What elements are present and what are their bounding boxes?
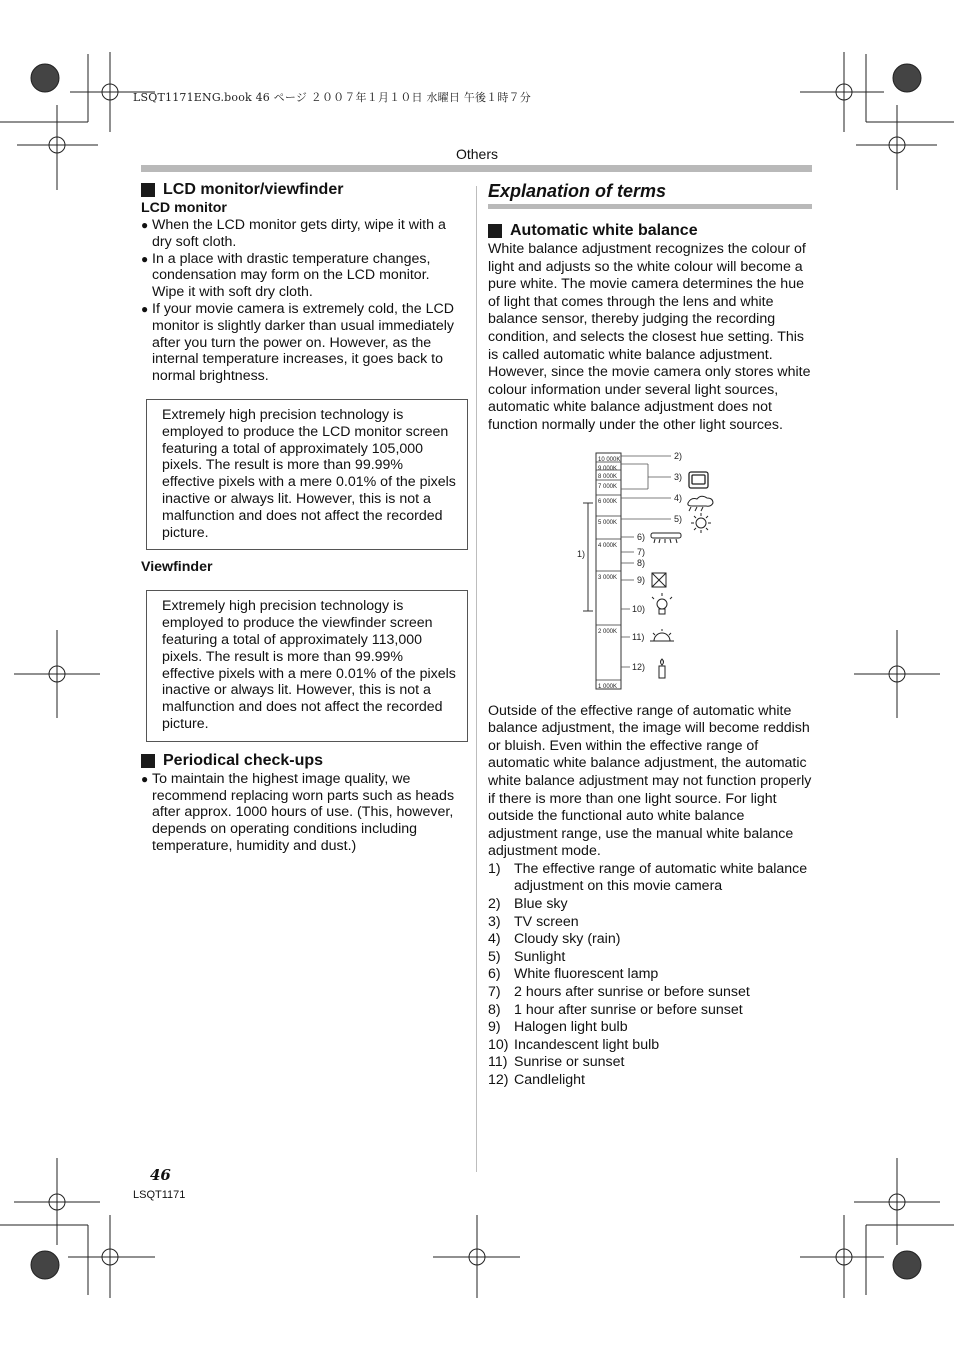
callout-7: 7) <box>637 546 646 557</box>
term-text: 2 hours after sunrise or before sunset <box>514 984 750 1001</box>
awb-paragraph-2: Outside of the effective range of automatic white balance adjustment, the image will become reddish or bluish. Even within the effective range of automatic white balance adjustment, the automatic white balance adjustment may not function properly if there is more than one light source. For light outside the functional auto white balance adjustment range, use the manual white balance adjustment mode. <box>488 702 812 860</box>
term-number: 12) <box>488 1072 509 1088</box>
cloud-rain-icon <box>688 496 713 511</box>
title-underline-bar <box>488 204 812 209</box>
callout-2: 2) <box>674 450 683 461</box>
halogen-bulb-icon <box>652 573 666 587</box>
term-text: Blue sky <box>514 896 568 913</box>
lcd-monitor-label: LCD monitor <box>141 200 227 216</box>
lcd-note-box: Extremely high precision technology is employed to produce the LCD monitor screen featuring a total of approximately 105,000 pixels. The result is more than 99.99% effective pixels with a mere 0.01% of the pixels inactive or always lit. However, this is not a malfunction and does not affect the recorded picture. <box>146 399 468 550</box>
term-item <box>488 861 812 896</box>
periodic-heading: Periodical check-ups <box>141 751 465 771</box>
bullet-icon: ● <box>141 301 149 316</box>
callout-8: 8) <box>637 557 646 568</box>
tv-icon <box>689 472 708 488</box>
page-title: Explanation of terms <box>488 181 667 201</box>
periodic-bullet-list <box>141 771 465 855</box>
scale-label: 5 000K <box>598 519 618 526</box>
term-text: 1 hour after sunrise or before sunset <box>514 1001 743 1018</box>
term-number: 11) <box>488 1054 508 1071</box>
fluorescent-lamp-icon <box>651 533 681 543</box>
awb-paragraph-1: White balance adjustment recognizes the colour of light and adjusts so the white colour will become a pure white. The movie camera determines the hue of light that comes through the lens and white balance sensor, thereby judging the recording condition, and selects the closest hue setting. This is called automatic white balance adjustment. However, since the movie camera only stores white colour information under several light sources, automatic white balance adjustment does not function normally under the other light sources. <box>488 241 811 433</box>
top-divider-bar <box>141 165 812 172</box>
term-text: Candlelight <box>514 1072 585 1088</box>
term-item <box>488 1054 812 1072</box>
scale-label: 8 000K <box>598 473 618 480</box>
term-item <box>488 966 812 984</box>
term-item <box>488 896 812 914</box>
scale-label: 3 000K <box>598 574 618 581</box>
term-number: 7) <box>488 984 501 1001</box>
print-header: LSQT1171ENG.book 46 ページ ２００７年１月１０日 水曜日 午後１時７分 <box>133 91 531 104</box>
callout-6: 6) <box>637 531 646 542</box>
term-text: Incandescent light bulb <box>514 1036 660 1053</box>
list-item: ● If your movie camera is extremely cold, the LCD monitor is slightly darker than usual immediately after you turn the power on. However, as the internal temperature increases, it goes back to normal brightness. <box>141 300 455 385</box>
term-number: 5) <box>488 948 501 965</box>
color-temperature-diagram <box>488 445 812 695</box>
right-column <box>488 180 812 1090</box>
bullet-icon: ● <box>141 218 149 232</box>
viewfinder-label: Viewfinder <box>141 559 213 576</box>
term-number: 1) <box>488 860 501 877</box>
range-label: 1) <box>576 548 585 559</box>
term-number: 6) <box>488 966 501 983</box>
square-bullet-icon <box>141 754 155 768</box>
callout-5: 5) <box>674 513 683 524</box>
sunset-icon <box>650 629 674 641</box>
list-item: ● In a place with drastic temperature changes, condensation may form on the LCD monitor. Wipe it with soft dry cloth. <box>141 250 431 301</box>
candle-icon <box>659 659 665 678</box>
term-number: 8) <box>488 1001 501 1018</box>
term-text: Sunrise or sunset <box>514 1054 625 1071</box>
list-item: ● When the LCD monitor gets dirty, wipe it with a dry soft cloth. <box>141 217 446 250</box>
sun-icon <box>691 513 711 533</box>
terms-list <box>488 861 812 1090</box>
callout-11: 11) <box>632 631 645 642</box>
term-number: 10) <box>488 1036 509 1053</box>
term-text: Halogen light bulb <box>514 1019 628 1036</box>
scale-label: 2 000K <box>598 628 618 635</box>
column-divider <box>476 186 477 1172</box>
square-bullet-icon <box>141 183 155 197</box>
square-bullet-icon <box>488 224 502 238</box>
term-number: 3) <box>488 913 501 930</box>
list-item: ● To maintain the highest image quality, we recommend replacing worn parts such as heads after approx. 1000 hours of use. (This, however, depends on operating conditions including temperature, humidity and dust.) <box>141 770 455 854</box>
scale-label: 4 000K <box>598 542 618 549</box>
term-item <box>488 1037 812 1055</box>
callout-9: 9) <box>637 574 646 585</box>
scale-label: 6 000K <box>598 498 618 505</box>
term-item <box>488 1072 812 1090</box>
term-item <box>488 984 812 1002</box>
page-code: LSQT1171 <box>133 1189 186 1201</box>
scale-label: 10 000K <box>598 456 621 463</box>
callout-10: 10) <box>632 603 646 614</box>
term-item <box>488 1002 812 1020</box>
viewfinder-note-box: Extremely high precision technology is employed to produce the viewfinder screen featuring a total of approximately 113,000 pixels. The result is more than 99.99% effective pixels with a mere 0.01% of the pixels inactive or always lit. However, this is not a malfunction and does not affect the recorded picture. <box>146 590 468 741</box>
bullet-icon: ● <box>141 251 149 266</box>
callout-4: 4) <box>674 492 683 503</box>
incandescent-bulb-icon <box>652 593 672 614</box>
term-text: TV screen <box>514 913 579 930</box>
term-item <box>488 1019 812 1037</box>
page-number: 46 <box>150 1166 171 1184</box>
term-text: White fluorescent lamp <box>514 966 659 983</box>
scale-label: 9 000K <box>598 465 618 472</box>
lcd-bullet-list <box>141 217 465 385</box>
term-text: Sunlight <box>514 948 566 965</box>
term-text: The effective range of automatic white balance adjustment on this movie camera <box>514 860 808 895</box>
callout-12: 12) <box>632 661 646 672</box>
scale-label: 1 000K <box>598 683 618 690</box>
term-number: 2) <box>488 896 501 913</box>
lcd-heading: LCD monitor/viewfinder <box>141 180 465 200</box>
term-item <box>488 949 812 967</box>
term-item <box>488 914 812 932</box>
term-item <box>488 931 812 949</box>
left-column <box>141 180 465 855</box>
awb-heading: Automatic white balance <box>488 221 812 241</box>
term-text: Cloudy sky (rain) <box>514 931 621 948</box>
scale-label: 7 000K <box>598 483 618 490</box>
term-number: 9) <box>488 1019 501 1036</box>
section-label: Others <box>455 146 498 162</box>
term-number: 4) <box>488 931 501 948</box>
bullet-icon: ● <box>141 771 149 786</box>
callout-3: 3) <box>674 471 683 482</box>
